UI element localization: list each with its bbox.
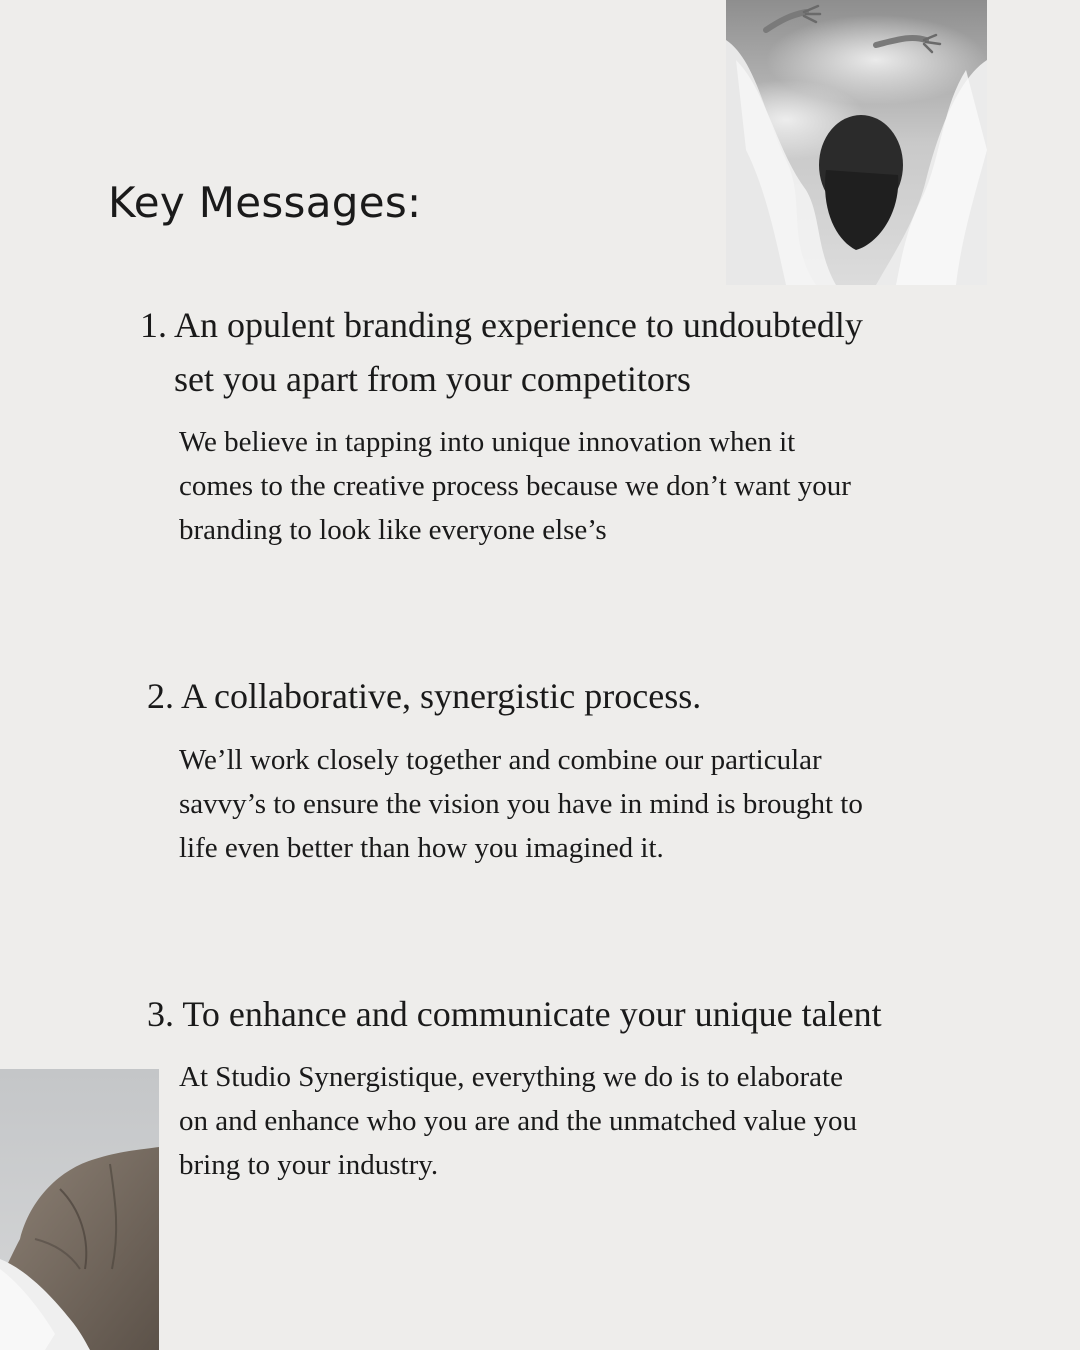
page-title: Key Messages: xyxy=(108,178,422,227)
message-2-number: 2. xyxy=(147,676,174,716)
message-1-title-line1: An opulent branding experience to undoubtedly xyxy=(174,305,863,345)
message-1-body: We believe in tapping into unique innovation when it comes to the creative process because we don’t want your branding to look like everyone else’s xyxy=(179,426,851,546)
message-2-title xyxy=(147,669,1027,723)
rock-photo xyxy=(0,1069,159,1350)
message-1-number: 1. xyxy=(140,305,167,345)
dancer-photo xyxy=(726,0,987,285)
message-3-title-text: To enhance and communicate your unique talent xyxy=(182,994,882,1034)
message-2-body: We’ll work closely together and combine our particular savvy’s to ensure the vision you have in mind is brought to life even better than how you imagined it. xyxy=(179,744,863,864)
message-3-title xyxy=(147,987,1047,1041)
message-3-number: 3. xyxy=(147,994,174,1034)
message-1-title xyxy=(140,298,1000,406)
message-3-body: At Studio Synergistique, everything we do is to elaborate on and enhance who you are and the unmatched value you bring to your industry. xyxy=(179,1061,858,1181)
message-1-title-line2: set you apart from your competitors xyxy=(174,359,691,399)
message-2-title-text: A collaborative, synergistic process. xyxy=(181,676,702,716)
